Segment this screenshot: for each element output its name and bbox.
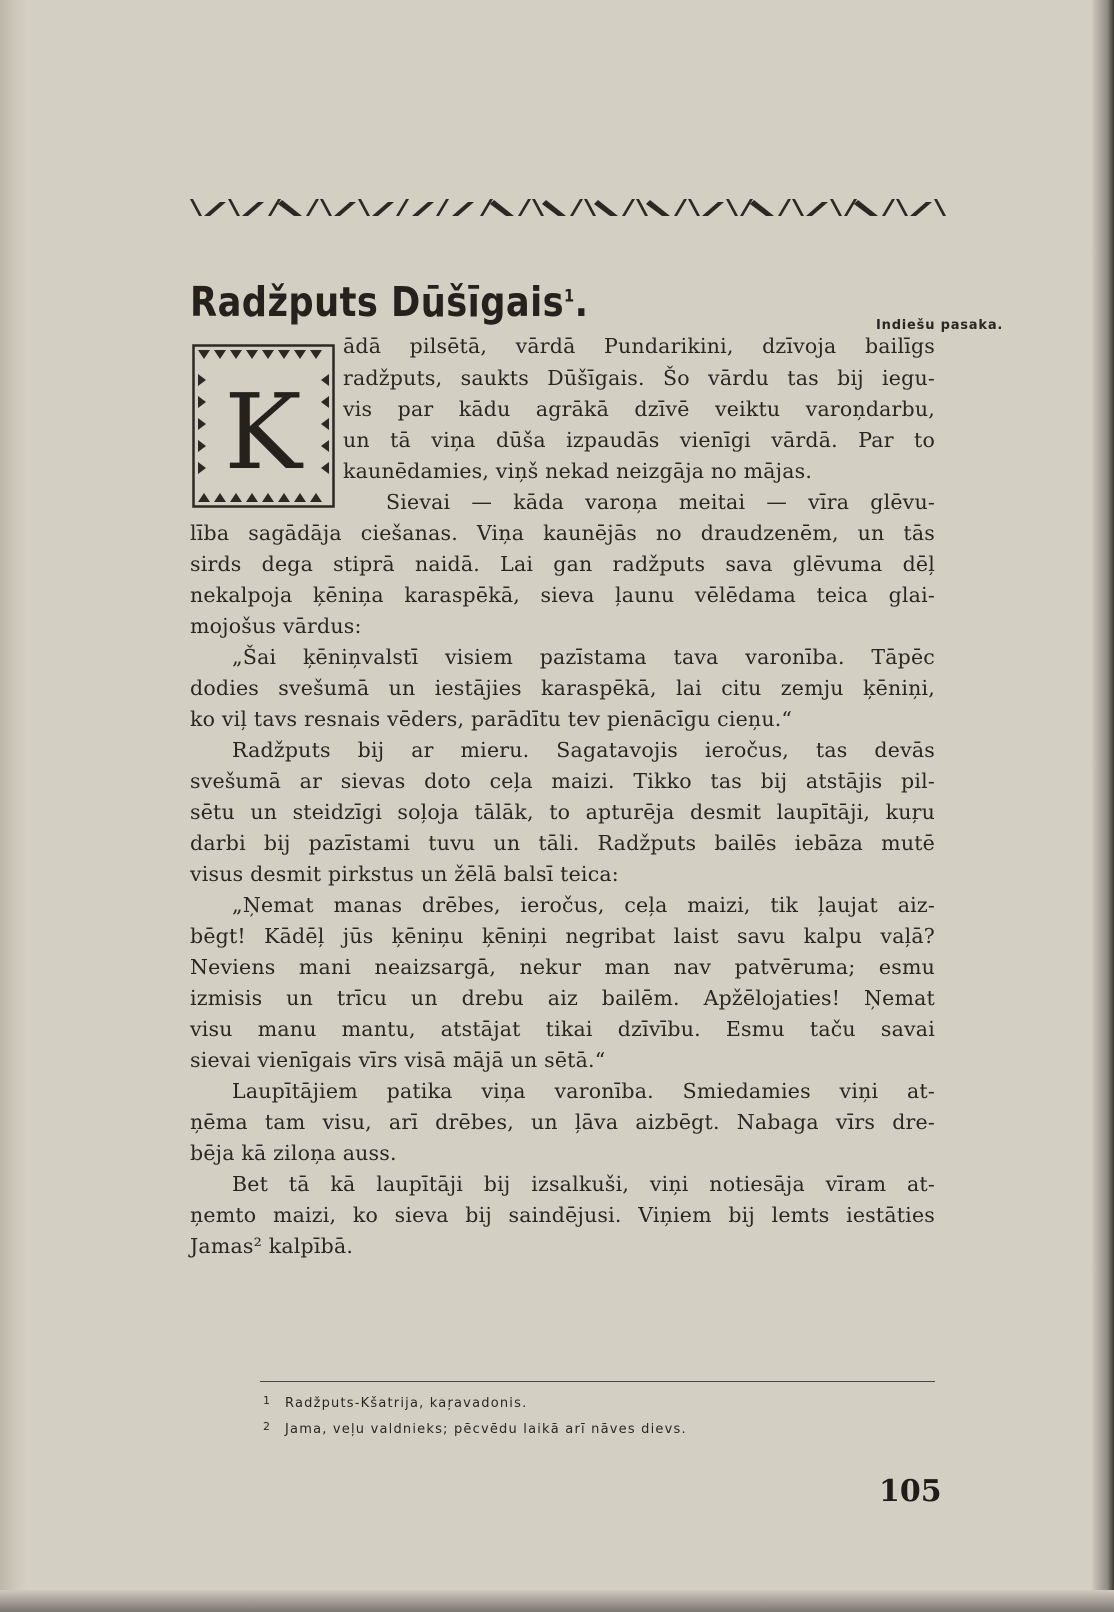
text-line: „Ņemat manas drēbes, ieročus, ceļa maizi, tik ļaujat aiz- (232, 893, 935, 917)
text-line: darbi bij pazīstami tuvu un tāli. Radžputs bailēs iebāza mutē (190, 831, 935, 855)
text-line: ko viļ tavs resnais vēders, parādītu tev pienācīgu cieņu.“ (190, 707, 793, 731)
page-binding-shadow (1092, 0, 1114, 1612)
footnote-marker: 1 (263, 1394, 272, 1407)
page-number: 105 (879, 1474, 942, 1509)
text-line: dodies svešumā un iestājies karaspēkā, lai citu zemju ķēniņi, (190, 676, 935, 700)
page-edge-bottom (0, 1590, 1114, 1612)
text-line: izmisis un trīcu un drebu aiz bailēm. Apžēlojaties! Ņemat (190, 986, 935, 1010)
footnote-text: Radžputs-Kšatrija, kaŗavadonis. (285, 1396, 528, 1411)
footnote-text: Jama, veļu valdnieks; pēcvēdu laikā arī nāves dievs. (285, 1422, 687, 1437)
text-line: svešumā ar sievas doto ceļa maizi. Tikko tas bij atstājis pil- (190, 769, 935, 793)
text-line: visu manu mantu, atstājat tikai dzīvību. Esmu taču savai (190, 1017, 935, 1041)
text-line: sētu un steidzīgi soļoja tālāk, to apturēja desmit laupītāji, kuŗu (190, 800, 935, 824)
text-line: Jamas² kalpībā. (190, 1234, 354, 1258)
drop-cap-letter: K (224, 371, 302, 493)
text-line: vis par kādu agrākā dzīvē veiktu varoņdarbu, (343, 397, 935, 421)
drop-cap-frame (192, 344, 335, 508)
title-footnote-marker: 1 (564, 286, 575, 307)
text-line: nekalpoja ķēniņa karaspēkā, sieva ļaunu vēlēdama teica glai- (190, 583, 935, 607)
text-line: ņemto maizi, ko sieva bij saindējusi. Viņiem bij lemts iestāties (190, 1203, 935, 1227)
text-line: Bet tā kā laupītāji bij izsalkuši, viņi notiesāja vīram at- (232, 1172, 935, 1196)
text-line: bēja kā ziloņa auss. (190, 1141, 397, 1165)
text-line: Neviens mani neaizsargā, nekur man nav patvēruma; esmu (190, 955, 935, 979)
footnote-divider (260, 1381, 935, 1382)
text-line: Sievai — kāda varoņa meitai — vīra glēvu- (386, 490, 935, 514)
text-line: ņēma tam visu, arī drēbes, un ļāva aizbēgt. Nabaga vīrs dre- (190, 1110, 935, 1134)
text-line: ādā pilsētā, vārdā Pundarikini, dzīvoja bailīgs (343, 334, 935, 358)
page-edge-left (0, 0, 28, 1612)
text-line: mojošus vārdus: (190, 614, 362, 638)
story-title: Radžputs Dūšīgais$^1$. (190, 278, 589, 326)
text-line: Laupītājiem patika viņa varonība. Smiedamies viņi at- (232, 1079, 935, 1103)
text-line: radžputs, saukts Dūšīgais. Šo vārdu tas bij iegu- (343, 366, 935, 390)
text-line: bēgt! Kādēļ jūs ķēniņu ķēniņi negribat laist savu kalpu vaļā? (190, 924, 935, 948)
text-line: visus desmit pirkstus un žēlā balsī teica: (190, 862, 619, 886)
decorative-border-ornament (190, 196, 950, 222)
text-line: „Šai ķēniņvalstī visiem pazīstama tava varonība. Tāpēc (232, 645, 935, 669)
text-line: sirds dega stiprā naidā. Lai gan radžputs sava glēvuma dēļ (190, 552, 935, 576)
text-line: lība sagādāja ciešanas. Viņa kaunējās no draudzenēm, un tās (190, 521, 935, 545)
footnote (263, 1394, 527, 1411)
footnote (263, 1420, 687, 1437)
text-line: un tā viņa dūša izpaudās vienīgi vārdā. Par to (343, 428, 935, 452)
text-line: Radžputs bij ar mieru. Sagatavojis ieročus, tas devās (232, 738, 935, 762)
text-line: sievai vienīgais vīrs visā mājā un sētā.“ (190, 1048, 606, 1072)
text-line: kaunēdamies, viņš nekad neizgāja no mājas. (343, 459, 813, 483)
story-subtitle: Indiešu pasaka. (876, 318, 1004, 333)
footnote-marker: 2 (263, 1420, 272, 1433)
